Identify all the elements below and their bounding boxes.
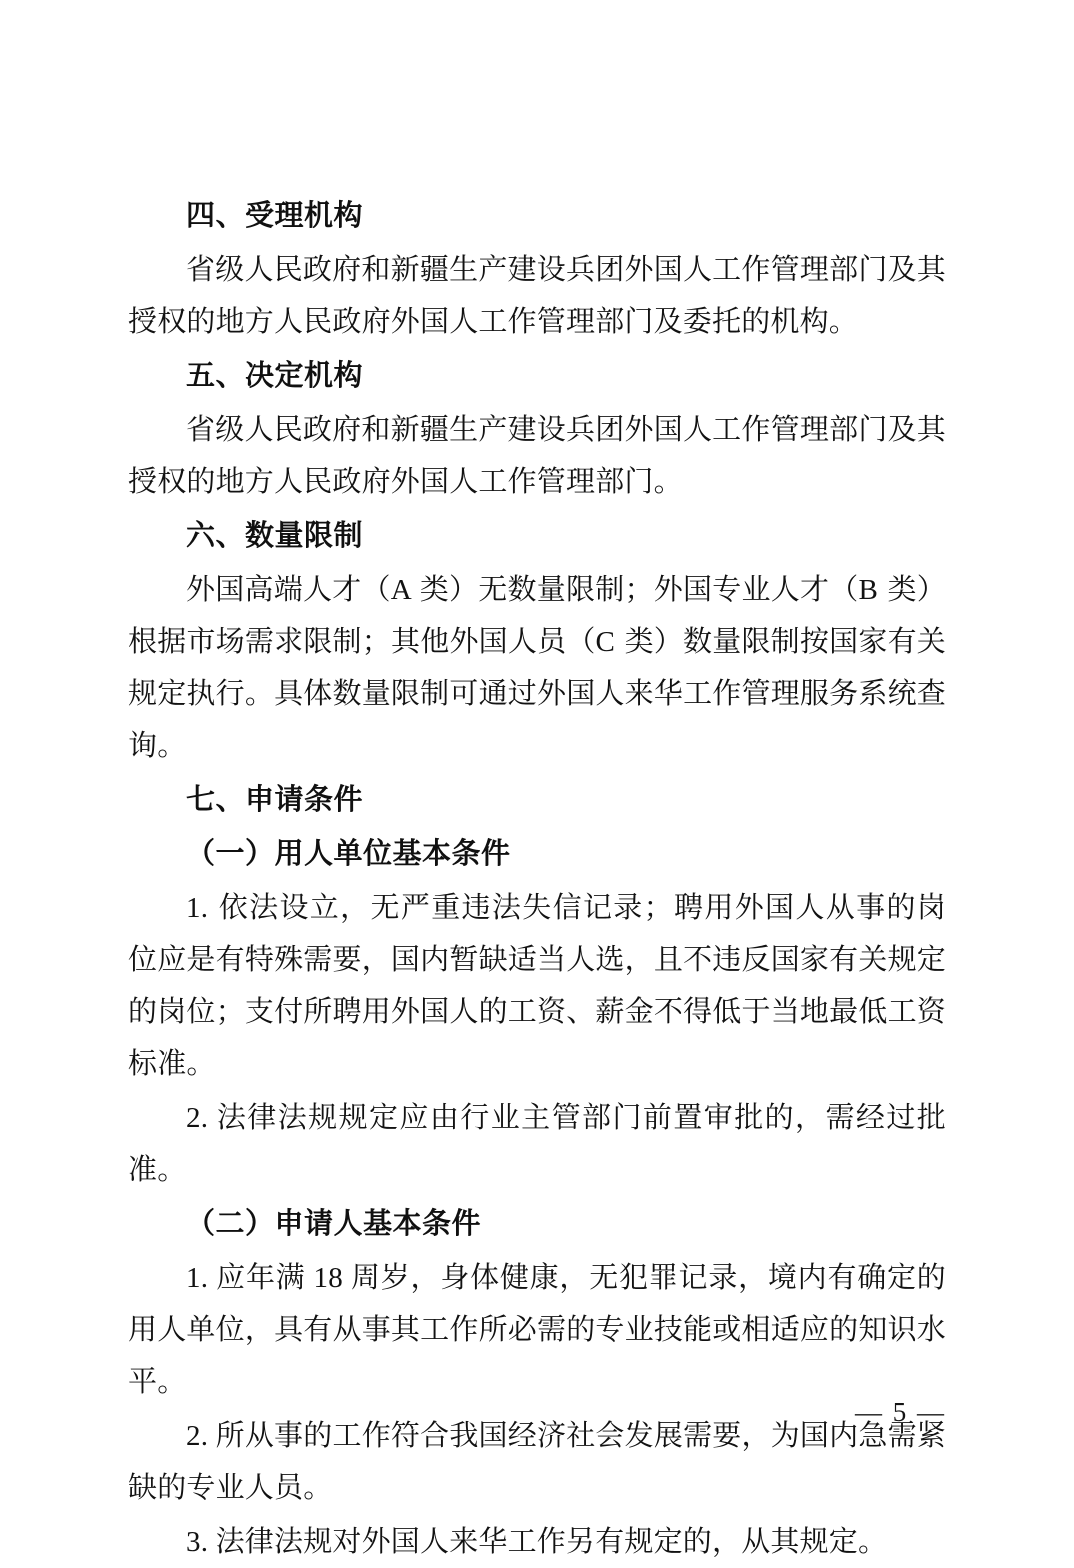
- section-paragraph-5-1: 省级人民政府和新疆生产建设兵团外国人工作管理部门及其授权的地方人民政府外国人工作管理部门。: [128, 414, 946, 498]
- section-heading-6: 六、数量限制: [186, 520, 364, 552]
- subsection-paragraph-7-1-item-2: 2. 法律法规规定应由行业主管部门前置审批的，需经过批准。: [128, 1102, 946, 1186]
- subsection-paragraph-7-2-item-1: 1. 应年满 18 周岁，身体健康，无犯罪记录，境内有确定的用人单位，具有从事其工作所必需的专业技能或相适应的知识水平。: [128, 1262, 946, 1398]
- section-heading-4: 四、受理机构: [186, 200, 364, 232]
- section-paragraph-4-1: 省级人民政府和新疆生产建设兵团外国人工作管理部门及其授权的地方人民政府外国人工作管理部门及委托的机构。: [128, 254, 946, 338]
- subsection-heading-7-2: （二）申请人基本条件: [186, 1208, 482, 1240]
- subsection-paragraph-7-2-item-2: 2. 所从事的工作符合我国经济社会发展需要，为国内急需紧缺的专业人员。: [128, 1420, 946, 1504]
- section-heading-7: 七、申请条件: [186, 784, 364, 816]
- page-number: — 5 —: [855, 1397, 946, 1427]
- document-body: [128, 190, 946, 1568]
- subsection-heading-7-1: （一）用人单位基本条件: [186, 838, 511, 870]
- section-paragraph-6-1: 外国高端人才（A 类）无数量限制；外国专业人才（B 类）根据市场需求限制；其他外国人员（C 类）数量限制按国家有关规定执行。具体数量限制可通过外国人来华工作管理服务系统查询。: [128, 574, 946, 762]
- subsection-paragraph-7-1-item-1: 1. 依法设立，无严重违法失信记录；聘用外国人从事的岗位应是有特殊需要，国内暂缺适当人选，且不违反国家有关规定的岗位；支付所聘用外国人的工资、薪金不得低于当地最低工资标准。: [128, 892, 946, 1080]
- section-heading-5: 五、决定机构: [186, 360, 364, 392]
- subsection-paragraph-7-2-item-3: 3. 法律法规对外国人来华工作另有规定的，从其规定。: [186, 1526, 888, 1558]
